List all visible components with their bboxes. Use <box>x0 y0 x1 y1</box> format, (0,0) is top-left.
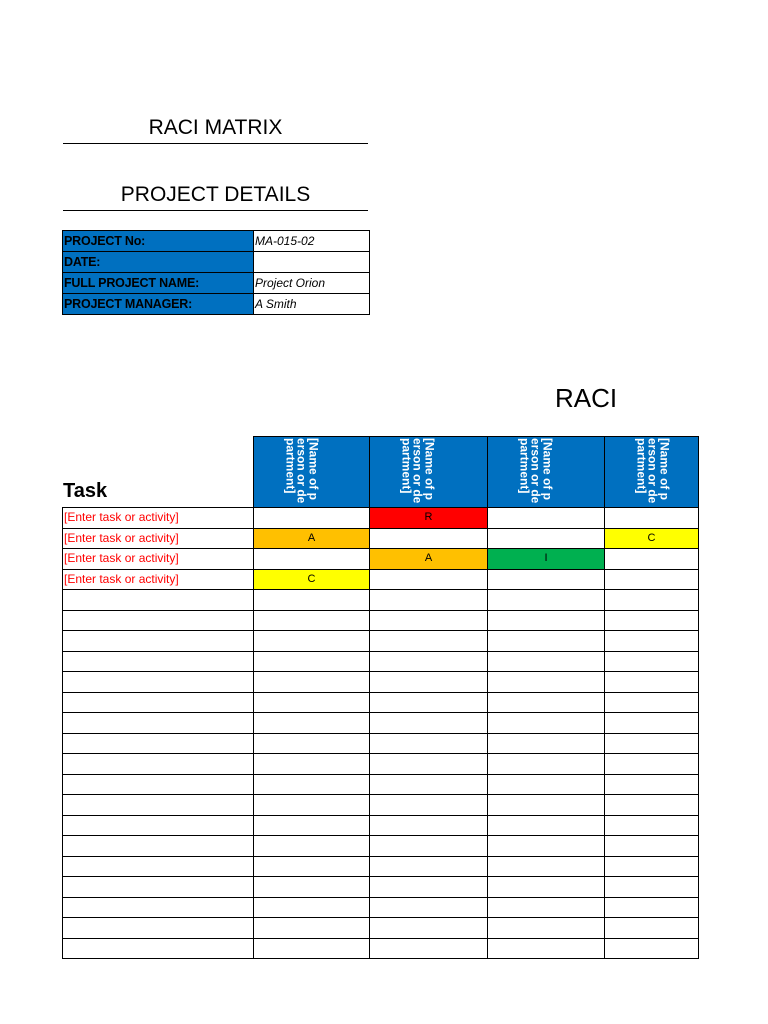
raci-cell[interactable] <box>488 856 605 877</box>
task-cell[interactable] <box>63 856 254 877</box>
column-header-person-1[interactable] <box>254 437 370 508</box>
task-cell[interactable] <box>63 897 254 918</box>
task-cell[interactable]: [Enter task or activity] <box>63 528 254 549</box>
raci-cell[interactable] <box>254 877 370 898</box>
task-cell[interactable] <box>63 938 254 959</box>
raci-cell[interactable] <box>370 672 488 693</box>
raci-cell[interactable] <box>370 631 488 652</box>
column-header-person-3[interactable] <box>488 437 605 508</box>
raci-cell[interactable] <box>254 856 370 877</box>
details-value[interactable]: Project Orion <box>254 273 370 294</box>
table-row <box>63 733 699 754</box>
raci-cell[interactable]: R <box>370 508 488 529</box>
raci-cell[interactable] <box>488 528 605 549</box>
task-cell[interactable] <box>63 795 254 816</box>
section-underline <box>63 210 368 211</box>
raci-cell[interactable] <box>370 938 488 959</box>
project-details-table <box>62 230 370 315</box>
task-cell[interactable] <box>63 713 254 734</box>
raci-cell[interactable] <box>488 815 605 836</box>
table-row <box>63 836 699 857</box>
raci-cell[interactable] <box>605 754 699 775</box>
details-value[interactable]: A Smith <box>254 294 370 315</box>
raci-cell[interactable] <box>605 897 699 918</box>
raci-cell[interactable] <box>254 508 370 529</box>
table-row <box>63 672 699 693</box>
raci-matrix-table <box>62 436 699 959</box>
raci-cell[interactable] <box>254 692 370 713</box>
raci-cell[interactable] <box>605 508 699 529</box>
raci-cell[interactable] <box>488 590 605 611</box>
raci-cell[interactable] <box>370 836 488 857</box>
task-cell[interactable] <box>63 692 254 713</box>
table-row <box>63 651 699 672</box>
raci-cell[interactable]: A <box>370 549 488 570</box>
column-header-person-2[interactable] <box>370 437 488 508</box>
table-row <box>63 918 699 939</box>
raci-cell[interactable] <box>488 897 605 918</box>
raci-cell[interactable] <box>370 918 488 939</box>
raci-cell[interactable]: C <box>605 528 699 549</box>
matrix-header-row <box>63 437 699 508</box>
raci-cell[interactable] <box>605 938 699 959</box>
details-label: PROJECT MANAGER: <box>63 294 254 315</box>
details-label: FULL PROJECT NAME: <box>63 273 254 294</box>
document-title: RACI MATRIX <box>148 116 283 139</box>
raci-cell[interactable] <box>605 651 699 672</box>
details-row-date <box>63 252 370 273</box>
column-header-label: [Name of person or department] <box>399 438 437 504</box>
raci-cell[interactable] <box>605 549 699 570</box>
raci-cell[interactable] <box>605 918 699 939</box>
raci-cell[interactable] <box>605 590 699 611</box>
task-cell[interactable] <box>63 774 254 795</box>
raci-cell[interactable] <box>370 856 488 877</box>
raci-cell[interactable] <box>254 610 370 631</box>
raci-cell[interactable] <box>605 774 699 795</box>
table-row <box>63 856 699 877</box>
table-row <box>63 590 699 611</box>
title-underline <box>63 143 368 144</box>
raci-cell[interactable] <box>488 877 605 898</box>
raci-cell[interactable] <box>370 815 488 836</box>
raci-cell[interactable] <box>254 549 370 570</box>
column-header-person-4[interactable] <box>605 437 699 508</box>
raci-cell[interactable] <box>370 569 488 590</box>
raci-cell[interactable] <box>605 610 699 631</box>
raci-cell[interactable]: I <box>488 549 605 570</box>
task-cell[interactable] <box>63 590 254 611</box>
raci-cell[interactable] <box>605 733 699 754</box>
table-row <box>63 569 699 590</box>
task-cell[interactable] <box>63 836 254 857</box>
raci-cell[interactable] <box>370 713 488 734</box>
table-row <box>63 815 699 836</box>
details-label: PROJECT No: <box>63 231 254 252</box>
column-header-label: [Name of person or department] <box>517 438 555 504</box>
raci-cell[interactable] <box>488 733 605 754</box>
raci-cell[interactable] <box>605 569 699 590</box>
raci-cell[interactable] <box>254 590 370 611</box>
raci-cell[interactable] <box>370 528 488 549</box>
raci-cell[interactable] <box>254 651 370 672</box>
raci-cell[interactable] <box>605 672 699 693</box>
raci-cell[interactable] <box>605 795 699 816</box>
raci-cell[interactable] <box>370 651 488 672</box>
raci-cell[interactable] <box>605 713 699 734</box>
task-cell[interactable] <box>63 610 254 631</box>
raci-cell[interactable] <box>488 508 605 529</box>
header-spacer <box>63 437 254 508</box>
raci-cell[interactable] <box>370 754 488 775</box>
raci-title: RACI <box>555 383 618 413</box>
raci-cell[interactable] <box>254 733 370 754</box>
details-value[interactable] <box>254 252 370 273</box>
details-row-project-no <box>63 231 370 252</box>
task-cell[interactable] <box>63 733 254 754</box>
details-label: DATE: <box>63 252 254 273</box>
section-title: PROJECT DETAILS <box>120 183 311 206</box>
raci-cell[interactable] <box>370 795 488 816</box>
raci-cell[interactable] <box>488 918 605 939</box>
raci-cell[interactable] <box>488 774 605 795</box>
raci-cell[interactable] <box>488 692 605 713</box>
details-row-project-manager <box>63 294 370 315</box>
raci-cell[interactable] <box>488 631 605 652</box>
raci-cell[interactable] <box>488 938 605 959</box>
raci-cell[interactable] <box>370 897 488 918</box>
column-header-label: [Name of person or department] <box>283 438 321 504</box>
raci-cell[interactable] <box>605 856 699 877</box>
task-cell[interactable]: [Enter task or activity] <box>63 508 254 529</box>
task-cell[interactable] <box>63 877 254 898</box>
task-column-header: Task <box>63 480 108 502</box>
table-row <box>63 610 699 631</box>
raci-cell[interactable] <box>488 754 605 775</box>
raci-cell[interactable] <box>605 836 699 857</box>
task-cell[interactable] <box>63 672 254 693</box>
raci-cell[interactable] <box>488 713 605 734</box>
raci-cell[interactable] <box>370 877 488 898</box>
table-row <box>63 795 699 816</box>
raci-cell[interactable] <box>370 733 488 754</box>
table-row <box>63 549 699 570</box>
raci-cell[interactable] <box>370 774 488 795</box>
raci-cell[interactable] <box>254 938 370 959</box>
raci-cell[interactable] <box>605 815 699 836</box>
raci-cell[interactable] <box>488 610 605 631</box>
task-cell[interactable]: [Enter task or activity] <box>63 569 254 590</box>
task-cell[interactable] <box>63 631 254 652</box>
table-row <box>63 754 699 775</box>
details-row-project-name <box>63 273 370 294</box>
table-row <box>63 528 699 549</box>
raci-cell[interactable] <box>605 692 699 713</box>
raci-cell[interactable] <box>254 897 370 918</box>
column-header-label: [Name of person or department] <box>634 438 672 504</box>
raci-cell[interactable]: C <box>254 569 370 590</box>
raci-cell[interactable] <box>254 672 370 693</box>
raci-cell[interactable] <box>488 569 605 590</box>
table-row <box>63 508 699 529</box>
table-row <box>63 897 699 918</box>
raci-cell[interactable] <box>254 795 370 816</box>
table-row <box>63 713 699 734</box>
raci-cell[interactable] <box>488 795 605 816</box>
task-cell[interactable]: [Enter task or activity] <box>63 549 254 570</box>
raci-cell[interactable] <box>370 590 488 611</box>
raci-cell[interactable] <box>254 815 370 836</box>
raci-cell[interactable] <box>254 713 370 734</box>
table-row <box>63 877 699 898</box>
task-cell[interactable] <box>63 754 254 775</box>
raci-cell[interactable] <box>254 774 370 795</box>
raci-cell[interactable] <box>605 631 699 652</box>
table-row <box>63 692 699 713</box>
raci-cell[interactable] <box>254 631 370 652</box>
raci-cell[interactable] <box>254 918 370 939</box>
raci-cell[interactable] <box>254 754 370 775</box>
raci-cell[interactable]: A <box>254 528 370 549</box>
raci-cell[interactable] <box>370 610 488 631</box>
raci-cell[interactable] <box>488 672 605 693</box>
raci-cell[interactable] <box>605 877 699 898</box>
raci-cell[interactable] <box>488 651 605 672</box>
table-row <box>63 938 699 959</box>
details-value[interactable]: MA-015-02 <box>254 231 370 252</box>
table-row <box>63 631 699 652</box>
task-cell[interactable] <box>63 815 254 836</box>
raci-cell[interactable] <box>488 836 605 857</box>
table-row <box>63 774 699 795</box>
task-cell[interactable] <box>63 651 254 672</box>
raci-cell[interactable] <box>370 692 488 713</box>
raci-cell[interactable] <box>254 836 370 857</box>
task-cell[interactable] <box>63 918 254 939</box>
